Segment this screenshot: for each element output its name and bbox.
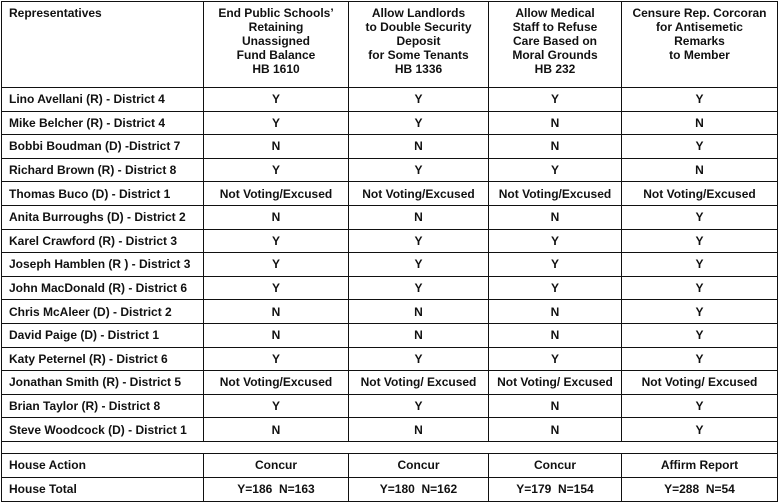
- representative-name: Richard Brown (R) - District 8: [2, 158, 204, 182]
- vote-cell: Y: [622, 276, 778, 300]
- table-row: [2, 371, 778, 395]
- vote-cell: N: [489, 111, 622, 135]
- vote-cell: Not Voting/ Excused: [622, 371, 778, 395]
- house-total-label: House Total: [2, 477, 204, 501]
- vote-cell: Y: [622, 323, 778, 347]
- vote-cell: Y: [204, 276, 349, 300]
- vote-cell: Y: [622, 135, 778, 159]
- vote-cell: Not Voting/Excused: [622, 182, 778, 206]
- house-action-row: [2, 453, 778, 477]
- representative-name: Anita Burroughs (D) - District 2: [2, 205, 204, 229]
- vote-cell: Y: [204, 253, 349, 277]
- vote-cell: Y: [349, 111, 489, 135]
- table-row: [2, 229, 778, 253]
- vote-cell: N: [349, 323, 489, 347]
- representative-name: Karel Crawford (R) - District 3: [2, 229, 204, 253]
- representative-name: Chris McAleer (D) - District 2: [2, 300, 204, 324]
- representative-name: Thomas Buco (D) - District 1: [2, 182, 204, 206]
- house-total-cell: Y=186 N=163: [204, 477, 349, 501]
- table-row: [2, 418, 778, 442]
- vote-cell: Y: [489, 229, 622, 253]
- vote-cell: Y: [349, 394, 489, 418]
- table-row: [2, 205, 778, 229]
- vote-cell: Y: [204, 158, 349, 182]
- house-action-cell: Concur: [204, 453, 349, 477]
- vote-cell: Y: [349, 276, 489, 300]
- vote-cell: N: [622, 158, 778, 182]
- representative-name: Bobbi Boudman (D) -District 7: [2, 135, 204, 159]
- vote-cell: Y: [489, 88, 622, 112]
- vote-cell: N: [489, 394, 622, 418]
- house-action-cell: Concur: [349, 453, 489, 477]
- header-row: [2, 2, 778, 88]
- table-row: [2, 158, 778, 182]
- vote-cell: Y: [489, 347, 622, 371]
- representative-name: Steve Woodcock (D) - District 1: [2, 418, 204, 442]
- representative-name: Brian Taylor (R) - District 8: [2, 394, 204, 418]
- table-row: [2, 394, 778, 418]
- vote-cell: Y: [204, 229, 349, 253]
- representative-name: John MacDonald (R) - District 6: [2, 276, 204, 300]
- vote-cell: Y: [622, 394, 778, 418]
- table-row: [2, 135, 778, 159]
- vote-cell: Y: [622, 229, 778, 253]
- vote-cell: Not Voting/Excused: [349, 182, 489, 206]
- vote-cell: N: [204, 205, 349, 229]
- vote-cell: N: [204, 323, 349, 347]
- table-row: [2, 276, 778, 300]
- vote-cell: Y: [349, 347, 489, 371]
- vote-cell: N: [349, 418, 489, 442]
- table-row: [2, 300, 778, 324]
- table-row: [2, 323, 778, 347]
- vote-cell: Not Voting/ Excused: [489, 371, 622, 395]
- vote-cell: Y: [489, 158, 622, 182]
- vote-cell: Y: [622, 88, 778, 112]
- spacer-cell: [2, 441, 778, 453]
- vote-cell: Y: [204, 347, 349, 371]
- vote-cell: N: [489, 135, 622, 159]
- vote-cell: Y: [622, 205, 778, 229]
- vote-cell: Not Voting/ Excused: [349, 371, 489, 395]
- representatives-header: Representatives: [2, 2, 204, 88]
- vote-cell: Y: [349, 88, 489, 112]
- vote-cell: N: [349, 300, 489, 324]
- vote-cell: Y: [204, 394, 349, 418]
- vote-cell: Y: [622, 347, 778, 371]
- vote-cell: N: [489, 418, 622, 442]
- vote-record-table: [1, 1, 778, 502]
- vote-cell: N: [489, 205, 622, 229]
- table-row: [2, 111, 778, 135]
- table-row: [2, 253, 778, 277]
- vote-cell: Not Voting/Excused: [204, 371, 349, 395]
- issue-header-censure: Censure Rep. Corcoran for Antisemetic Remarks to Member: [622, 2, 778, 88]
- representative-name: David Paige (D) - District 1: [2, 323, 204, 347]
- house-total-cell: Y=288 N=54: [622, 477, 778, 501]
- vote-cell: N: [349, 135, 489, 159]
- representative-name: Katy Peternel (R) - District 6: [2, 347, 204, 371]
- house-action-cell: Concur: [489, 453, 622, 477]
- representative-name: Jonathan Smith (R) - District 5: [2, 371, 204, 395]
- vote-cell: Y: [622, 253, 778, 277]
- vote-cell: N: [622, 111, 778, 135]
- house-total-cell: Y=180 N=162: [349, 477, 489, 501]
- issue-header-hb1336: Allow Landlords to Double Security Deposit for Some Tenants HB 1336: [349, 2, 489, 88]
- table-row: [2, 347, 778, 371]
- house-total-row: [2, 477, 778, 501]
- vote-cell: N: [349, 205, 489, 229]
- issue-header-hb1610: End Public Schools’ Retaining Unassigned Fund Balance HB 1610: [204, 2, 349, 88]
- vote-cell: Y: [204, 88, 349, 112]
- vote-cell: Y: [204, 111, 349, 135]
- representative-name: Joseph Hamblen (R ) - District 3: [2, 253, 204, 277]
- house-action-label: House Action: [2, 453, 204, 477]
- vote-cell: Y: [349, 253, 489, 277]
- vote-cell: Y: [489, 276, 622, 300]
- vote-cell: N: [489, 323, 622, 347]
- vote-cell: Y: [622, 418, 778, 442]
- vote-cell: N: [204, 418, 349, 442]
- vote-cell: Y: [349, 229, 489, 253]
- table-row: [2, 88, 778, 112]
- issue-header-hb232: Allow Medical Staff to Refuse Care Based on Moral Grounds HB 232: [489, 2, 622, 88]
- vote-cell: Not Voting/Excused: [489, 182, 622, 206]
- vote-cell: Not Voting/Excused: [204, 182, 349, 206]
- spacer-row: [2, 441, 778, 453]
- representative-name: Mike Belcher (R) - District 4: [2, 111, 204, 135]
- vote-cell: N: [204, 135, 349, 159]
- vote-cell: Y: [622, 300, 778, 324]
- vote-cell: N: [489, 300, 622, 324]
- house-action-cell: Affirm Report: [622, 453, 778, 477]
- table-row: [2, 182, 778, 206]
- vote-cell: Y: [349, 158, 489, 182]
- representative-name: Lino Avellani (R) - District 4: [2, 88, 204, 112]
- vote-cell: N: [204, 300, 349, 324]
- vote-cell: Y: [489, 253, 622, 277]
- house-total-cell: Y=179 N=154: [489, 477, 622, 501]
